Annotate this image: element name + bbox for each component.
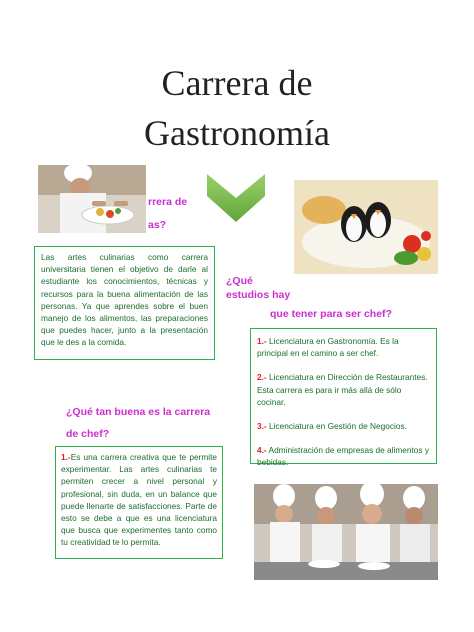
- section3-body-box: [55, 446, 223, 559]
- study-item-1: [257, 335, 430, 359]
- study-item-4-number: 4.-: [257, 445, 267, 456]
- section3-heading-line-1: ¿Qué tan buena es la carrera: [66, 406, 211, 418]
- study-item-3-number: 3.-: [257, 421, 267, 432]
- study-item-4-text: Administración de empresas de alimentos y bebidas.: [257, 445, 430, 468]
- study-item-1-text: Licenciatura en Gastronomía. Es la principal en el camino a ser chef.: [257, 336, 399, 359]
- study-item-2: [257, 371, 430, 408]
- section2-heading-line-3: que tener para ser chef?: [270, 308, 392, 320]
- page-title-line-2: Gastronomía: [144, 113, 330, 153]
- study-item-3-text: Licenciatura en Gestión de Negocios.: [266, 421, 407, 432]
- section1-body-box: [34, 246, 215, 360]
- section1-heading-line-2: as?: [148, 219, 167, 231]
- section2-heading-line-1: ¿Qué: [226, 275, 253, 287]
- section3-number: 1.-: [61, 452, 71, 462]
- section1-heading-line-1: rrera de: [148, 196, 188, 208]
- study-item-1-number: 1.-: [257, 336, 267, 346]
- section1-body-text: Las artes culinarias como carrera universitaria tienen el objetivo de darle al estudiante los conocimientos, técnicas y recursos para la buena alimentación de las personas. Ya que aprendes sobre el buen manejo de los alimentos, las preparaciones que puedes hacer, junto a la presentación que le des a la comida.: [41, 252, 208, 348]
- section2-heading-line-2: estudios hay: [226, 289, 291, 301]
- page-title-line-1: Carrera de: [161, 63, 313, 103]
- chevron-down-icon: [205, 172, 267, 224]
- chef-plating-photo: [38, 165, 146, 233]
- penguin-rice-balls-photo: [294, 180, 438, 274]
- section2-list-box: [250, 328, 437, 468]
- study-item-2-text: Licenciatura en Dirección de Restaurantes. Esta carrera es para ir más allá de sólo cocinar.: [257, 372, 428, 407]
- section3-heading-line-2: de chef?: [66, 428, 110, 440]
- chefs-group-photo: [254, 484, 438, 580]
- study-item-4: [257, 444, 430, 468]
- study-item-2-number: 2.-: [257, 372, 267, 383]
- study-item-3: [257, 420, 430, 432]
- section3-body-text: Es una carrera creativa que te permite experimentar. Las artes culinarias te permiten crecer a nivel personal y profesional, sin duda, en un balance que puede llenarte de satisfacciones. Parte de esto se debe a que es una licenciatura que busca que experimentes tanto como tu creatividad te lo permita.: [61, 452, 217, 548]
